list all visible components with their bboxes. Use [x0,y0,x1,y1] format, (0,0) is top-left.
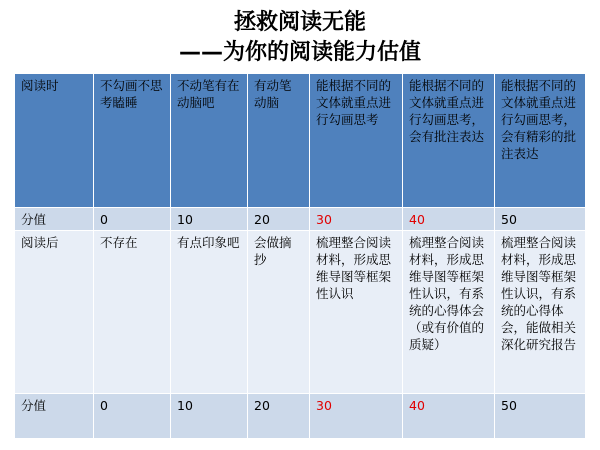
score-cell-highlight: 30 [310,394,403,439]
row-label-reading: 阅读时 [15,74,94,208]
row-label-score: 分值 [15,394,94,439]
score-cell-highlight: 40 [403,394,495,439]
score-cell-highlight: 40 [403,207,495,230]
score-cell: 10 [171,394,248,439]
table-cell: 会做摘抄 [248,230,310,393]
score-cell: 50 [495,394,586,439]
table-row-reading [15,74,586,208]
score-cell: 10 [171,207,248,230]
score-cell: 0 [94,207,171,230]
table-cell: 有动笔动脑 [248,74,310,208]
table-cell: 不勾画不思考瞌睡 [94,74,171,208]
valuation-table [14,73,586,439]
table-cell: 梳理整合阅读材料，形成思维导图等框架性认识，有系统的心得体会，能做相关深化研究报告 [495,230,586,393]
valuation-table-container [14,73,585,439]
score-cell: 50 [495,207,586,230]
table-row-score-2 [15,394,586,439]
table-cell: 不存在 [94,230,171,393]
table-cell: 不动笔有在动脑吧 [171,74,248,208]
score-cell: 20 [248,207,310,230]
page-title-block [0,8,600,68]
table-cell: 能根据不同的文体就重点进行勾画思考，会有批注表达 [403,74,495,208]
table-row-after-reading [15,230,586,393]
score-cell: 0 [94,394,171,439]
row-label-score: 分值 [15,207,94,230]
page-title: 拯救阅读无能 [233,10,366,35]
score-cell-highlight: 30 [310,207,403,230]
row-label-after-reading: 阅读后 [15,230,94,393]
table-cell: 梳理整合阅读材料，形成思维导图等框架性认识，有系统的心得体会（或有价值的质疑） [403,230,495,393]
page-subtitle: ——为你的阅读能力估值 [178,40,421,65]
table-cell: 能根据不同的文体就重点进行勾画思考，会有精彩的批注表达 [495,74,586,208]
table-cell: 梳理整合阅读材料，形成思维导图等框架性认识 [310,230,403,393]
score-cell: 20 [248,394,310,439]
table-cell: 有点印象吧 [171,230,248,393]
table-cell: 能根据不同的文体就重点进行勾画思考 [310,74,403,208]
table-row-score-1 [15,207,586,230]
